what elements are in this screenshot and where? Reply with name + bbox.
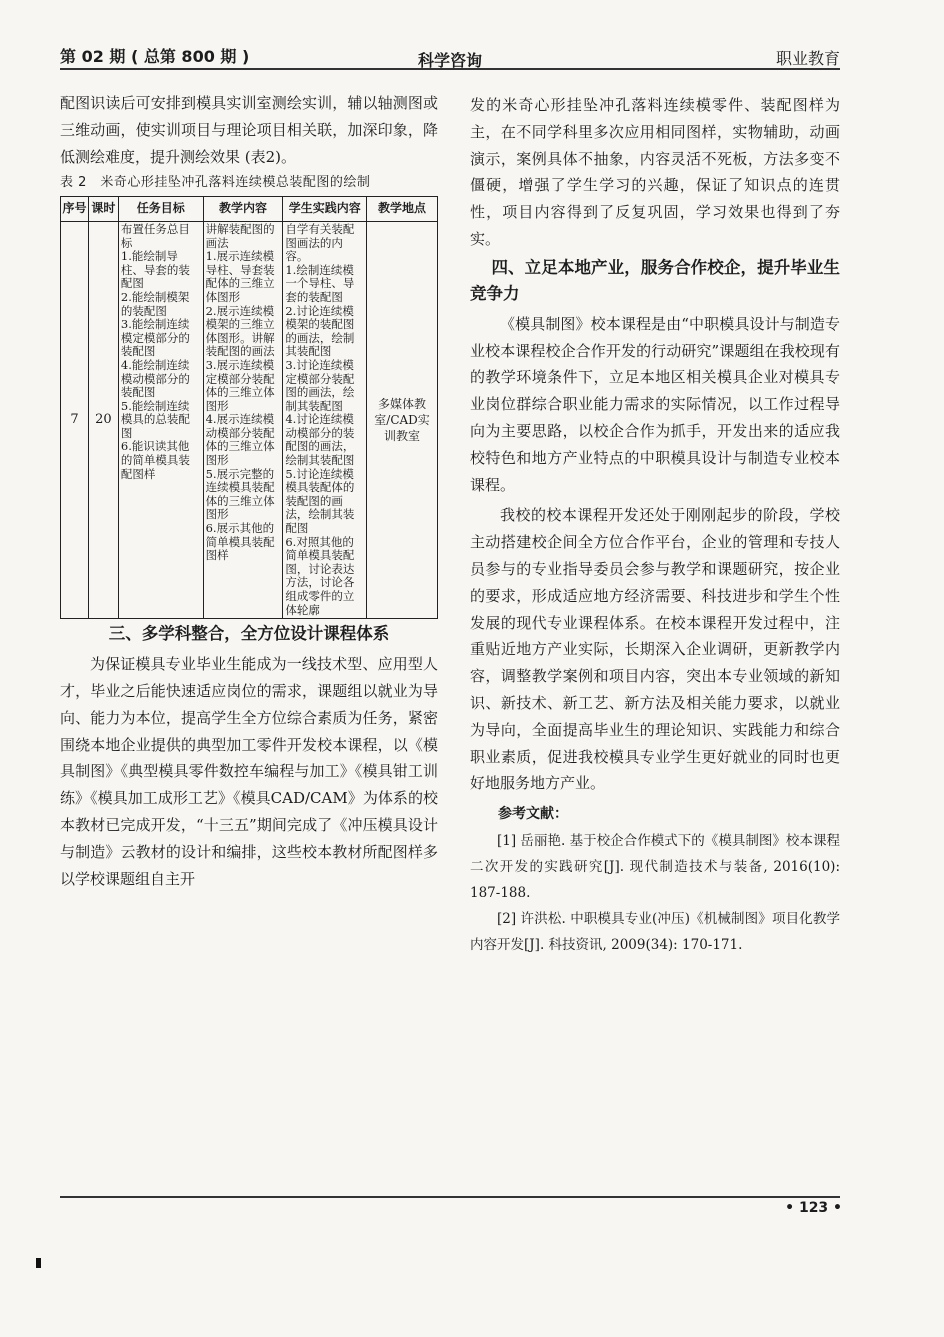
practice-item: 5.讨论连续模模具装配体的装配图的画法，绘制其装配图 <box>285 466 355 536</box>
cell-content <box>203 221 283 618</box>
issue-label: 第 02 期 ( 总第 800 期 ) <box>60 47 250 66</box>
goal-item: 1.能绘制导柱、导套的装配图 <box>120 249 190 291</box>
cell-hours: 20 <box>88 221 118 618</box>
table-header-row <box>61 197 438 222</box>
course-table <box>60 196 438 619</box>
header-seq: 序号 <box>61 197 89 222</box>
practice-item: 6.对照其他的简单模具装配图，讨论表达方法，讨论各组成零件的立体轮廓 <box>285 534 355 617</box>
right-column <box>470 92 840 958</box>
reference-item: [2] 许洪松. 中职模具专业(冲压)《机械制图》项目化教学内容开发[J]. 科技资讯, 2009(34): 170-171. <box>470 910 840 953</box>
scan-mark <box>36 1258 41 1268</box>
content-item: 5.展示完整的连续模具装配体的三维立体图形 <box>205 466 275 522</box>
goal-item: 4.能绘制连续模动模部分的装配图 <box>120 357 190 400</box>
goal-item: 6.能识读其他的简单模具装配图样 <box>120 439 190 481</box>
content-item: 3.展示连续模定模部分装配体的三维立体图形 <box>205 357 275 413</box>
continued-paragraph: 发的米奇心形挂坠冲孔落料连续模零件、装配图样为主，在不同学科里多次应用相同图样，实物辅助，动画演示，案例具体不抽象，内容灵活不死板，方法多变不僵硬，增强了学生学习的兴趣，保证了知识点的连贯性，项目内容得到了反复巩固，学习效果也得到了夯实。 <box>470 96 840 248</box>
page-number: • 123 • <box>785 1200 842 1216</box>
content-item: 4.展示连续模动模部分装配体的三维立体图形 <box>205 412 275 468</box>
section-3-paragraph: 为保证模具专业毕业生能成为一线技术型、应用型人才，毕业之后能快速适应岗位的需求，课题组以就业为导向、能力为本位，提高学生全方位综合素质为任务，紧密围绕本地企业提供的典型加工零件开发校本课程，以《模具制图》《典型模具零件数控车编程与加工》《模具钳工训练》《模具加工成形工艺》《模具CAD/CAM》为体系的校本教材已完成开发，“十三五”期间完成了《冲压模具设计与制造》云教材的设计和编排，这些校本教材所配图样多以学校课题组自主开 <box>60 655 438 888</box>
cell-seq: 7 <box>61 221 89 618</box>
section-4-paragraph-1: 《模具制图》校本课程是由“中职模具设计与制造专业校本课程校企合作开发的行动研究”课题组在我校现有的教学环境条件下，立足本地区相关模具企业对模具专业岗位群综合职业能力需求的实际情况，以工作过程导向为主要思路，以校企合作为抓手，开发出来的适应我校特色和地方产业特点的中职模具设计与制造专业校本课程。 <box>470 314 840 494</box>
header-place: 教学地点 <box>367 197 438 222</box>
cell-place: 多媒体教室/CAD实训教室 <box>367 221 438 618</box>
content-item: 6.展示其他的简单模具装配图样 <box>205 521 275 563</box>
left-column <box>60 90 438 892</box>
running-header <box>60 38 840 70</box>
header-goals: 任务目标 <box>118 197 203 222</box>
practice-item: 4.讨论连续模动模部分的装配图的画法，绘制其装配图 <box>285 412 355 468</box>
goal-item: 3.能绘制连续模定模部分的装配图 <box>120 317 190 359</box>
cell-practice <box>283 221 367 618</box>
section-4-heading: 四、立足本地产业，服务合作校企，提升毕业生竞争力 <box>470 257 840 303</box>
content-item: 讲解装配图的画法 <box>205 221 275 250</box>
cell-goals <box>118 221 203 618</box>
content-item: 1.展示连续模导柱、导套装配体的三维立体图形 <box>205 249 275 304</box>
intro-paragraph: 配图识读后可安排到模具实训室测绘实训，辅以轴测图或三维动画，使实训项目与理论项目相关联，加深印象，降低测绘难度，提升测绘效果 (表2)。 <box>60 94 438 166</box>
goal-item: 2.能绘制模架的装配图 <box>120 289 190 318</box>
practice-item: 自学有关装配图画法的内容。 <box>285 221 355 264</box>
table-caption: 表 2 米奇心形挂坠冲孔落料连续模总装配图的绘制 <box>60 175 371 191</box>
section-4-paragraph-2: 我校的校本课程开发还处于刚刚起步的阶段，学校主动搭建校企间全方位合作平台，企业的管理和专技人员参与的专业指导委员会参与教学和课题研究，按企业的要求，形成适应地方经济需要、科技进步和学生个性发展的现代专业课程体系。在校本课程开发过程中，注重贴近地方产业实际，长期深入企业调研，更新教学内容，调整教学案例和项目内容，突出本专业领域的新知识、新技术、新工艺、新方法及相关能力要求，以就业为导向，全面提高毕业生的理论知识、实践能力和综合职业素质，促进我校模具专业学生更好就业的同时也更好地服务地方产业。 <box>470 506 840 793</box>
goal-item: 5.能绘制连续模具的总装配图 <box>120 398 190 440</box>
practice-item: 1.绘制连续模一个导柱、导套的装配图 <box>285 262 355 304</box>
header-practice: 学生实践内容 <box>283 197 367 222</box>
journal-title: 科学咨询 <box>417 51 482 70</box>
section-label: 职业教育 <box>775 49 840 68</box>
practice-item: 3.讨论连续模定模部分装配图的画法，绘制其装配图 <box>285 357 355 413</box>
header-hours: 课时 <box>88 197 118 222</box>
header-content: 教学内容 <box>203 197 283 222</box>
footer-rule <box>60 1196 840 1198</box>
goal-item: 布置任务总目标 <box>120 221 190 250</box>
practice-item: 2.讨论连续模模架的装配图的画法，绘制其装配图 <box>285 303 355 359</box>
references-heading: 参考文献： <box>498 806 568 823</box>
content-item: 2.展示连续模模架的三维立体图形。讲解装配图的画法 <box>205 303 275 359</box>
table-row <box>61 221 438 618</box>
section-3-heading: 三、多学科整合，全方位设计课程体系 <box>108 624 390 644</box>
reference-item: [1] 岳丽艳. 基于校企合作模式下的《模具制图》校本课程二次开发的实践研究[J]. 现代制造技术与装备, 2016(10): 187-188. <box>470 832 840 901</box>
